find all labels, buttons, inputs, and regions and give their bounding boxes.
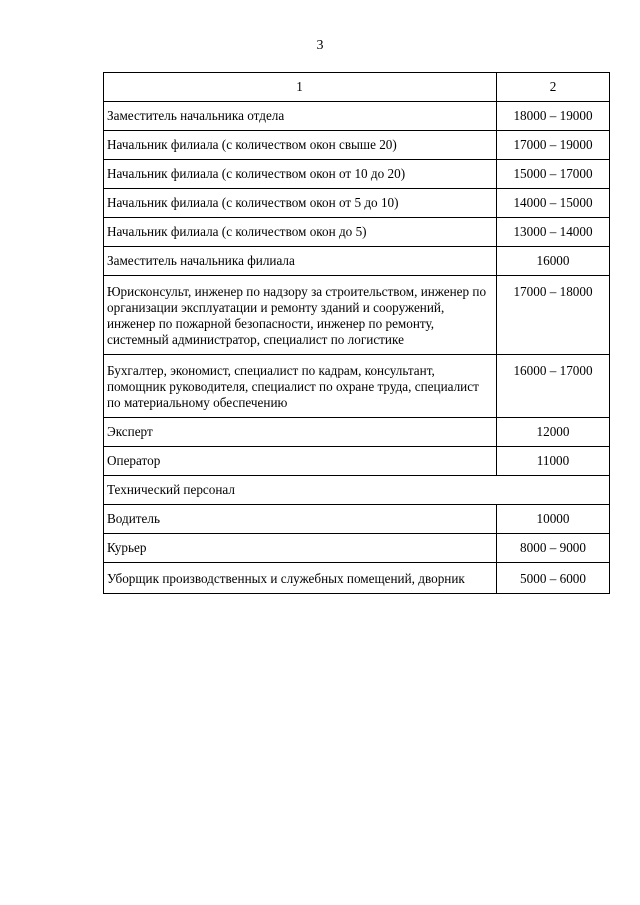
- section-heading: Технический персонал: [104, 476, 610, 505]
- position-cell: Начальник филиала (с количеством окон до 5): [104, 218, 497, 247]
- table-row: [104, 247, 610, 276]
- table-row: [104, 563, 610, 594]
- position-cell: Заместитель начальника филиала: [104, 247, 497, 276]
- salary-cell: 17000 – 19000: [497, 131, 610, 160]
- section-row: [104, 476, 610, 505]
- table-row: [104, 102, 610, 131]
- table-row: [104, 505, 610, 534]
- column-header-1: 1: [104, 73, 497, 102]
- table-row: [104, 534, 610, 563]
- page-number: 3: [316, 38, 324, 53]
- position-cell: Начальник филиала (с количеством окон от 10 до 20): [104, 160, 497, 189]
- salary-cell: 15000 – 17000: [497, 160, 610, 189]
- position-cell: Начальник филиала (с количеством окон от 5 до 10): [104, 189, 497, 218]
- position-cell: Заместитель начальника отдела: [104, 102, 497, 131]
- table-row: [104, 276, 610, 355]
- table-row: [104, 418, 610, 447]
- column-header-2: 2: [497, 73, 610, 102]
- salary-table: [103, 72, 610, 594]
- position-cell: Бухгалтер, экономист, специалист по кадрам, консультант, помощник руководителя, специалист по охране труда, специалист по материальному обеспечению: [104, 355, 497, 418]
- table-row: [104, 189, 610, 218]
- table-row: [104, 160, 610, 189]
- salary-cell: 13000 – 14000: [497, 218, 610, 247]
- table-row: [104, 355, 610, 418]
- table-row: [104, 131, 610, 160]
- table-row: [104, 218, 610, 247]
- salary-cell: 8000 – 9000: [497, 534, 610, 563]
- salary-cell: 16000: [497, 247, 610, 276]
- salary-cell: 5000 – 6000: [497, 563, 610, 594]
- table-header-row: [104, 73, 610, 102]
- salary-cell: 12000: [497, 418, 610, 447]
- position-cell: Юрисконсульт, инженер по надзору за строительством, инженер по организации эксплуатации и ремонту зданий и сооружений, инженер по пожарной безопасности, инженер по ремонту, системный администратор, специалист по логистике: [104, 276, 497, 355]
- salary-cell: 16000 – 17000: [497, 355, 610, 418]
- position-cell: Курьер: [104, 534, 497, 563]
- position-cell: Эксперт: [104, 418, 497, 447]
- salary-cell: 14000 – 15000: [497, 189, 610, 218]
- salary-cell: 10000: [497, 505, 610, 534]
- position-cell: Уборщик производственных и служебных помещений, дворник: [104, 563, 497, 594]
- salary-cell: 11000: [497, 447, 610, 476]
- position-cell: Начальник филиала (с количеством окон свыше 20): [104, 131, 497, 160]
- position-cell: Водитель: [104, 505, 497, 534]
- salary-cell: 17000 – 18000: [497, 276, 610, 355]
- position-cell: Оператор: [104, 447, 497, 476]
- salary-cell: 18000 – 19000: [497, 102, 610, 131]
- table-row: [104, 447, 610, 476]
